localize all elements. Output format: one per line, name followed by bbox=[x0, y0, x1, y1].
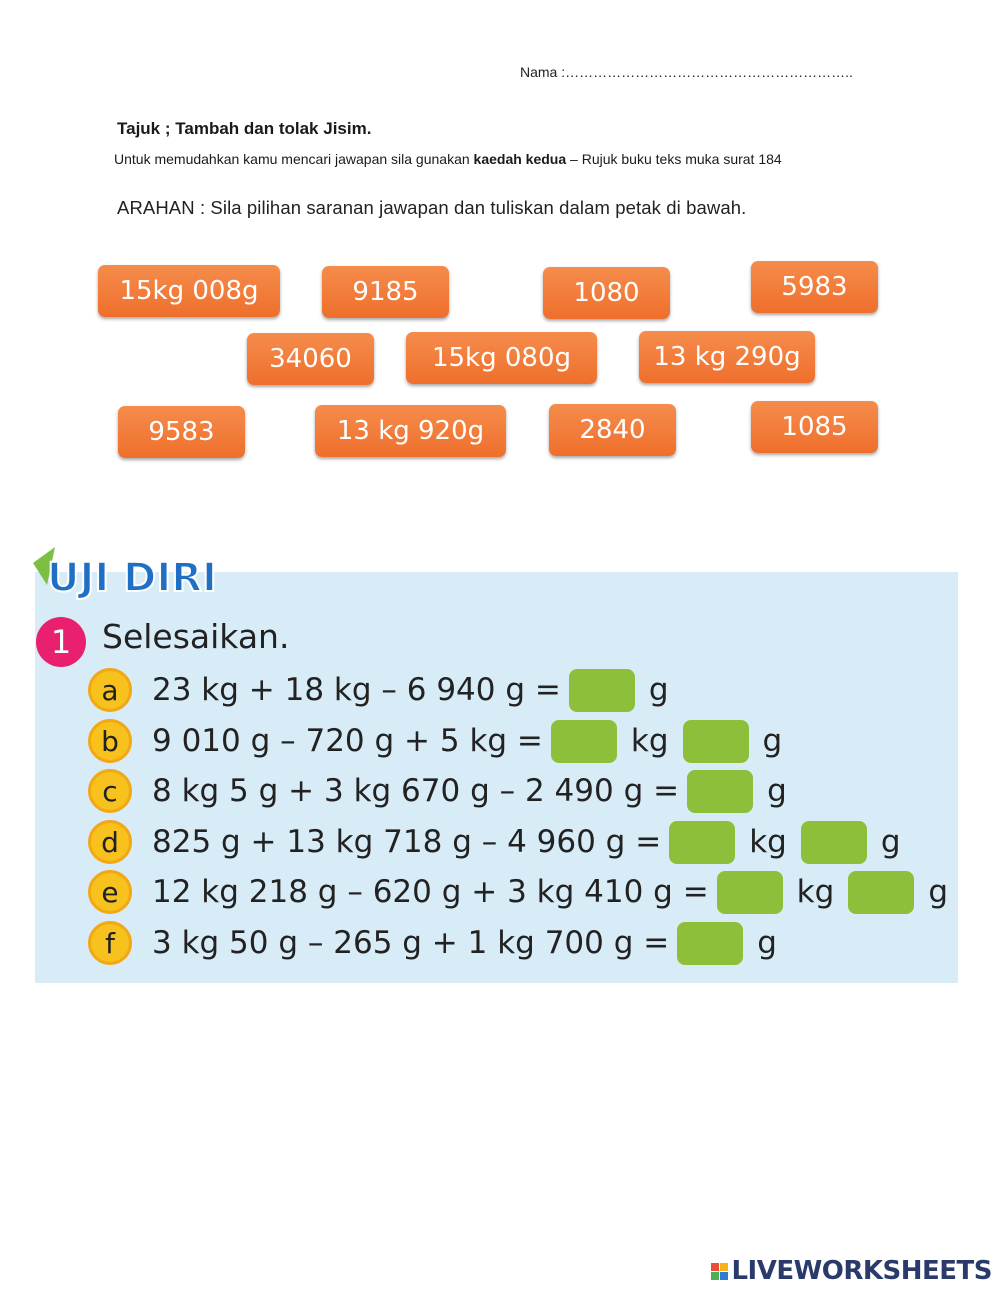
question-row-b bbox=[88, 717, 782, 765]
question-row-a bbox=[88, 666, 669, 714]
question-letter: d bbox=[88, 820, 132, 864]
answer-option-chip[interactable]: 15kg 008g bbox=[98, 265, 280, 317]
page-title: Tajuk ; Tambah dan tolak Jisim. bbox=[117, 119, 372, 138]
question-expression: 3 kg 50 g – 265 g + 1 kg 700 g = bbox=[152, 925, 670, 961]
answer-option-chip[interactable]: 15kg 080g bbox=[406, 332, 597, 384]
answer-option-chip[interactable]: 13 kg 290g bbox=[639, 331, 815, 383]
question-expression: 8 kg 5 g + 3 kg 670 g – 2 490 g = bbox=[152, 773, 680, 809]
logo-text: LIVEWORKSHEETS bbox=[731, 1256, 992, 1286]
question-number-badge: 1 bbox=[36, 617, 86, 667]
answer-option-chip[interactable]: 13 kg 920g bbox=[315, 405, 506, 457]
question-expression: 825 g + 13 kg 718 g – 4 960 g = bbox=[152, 824, 662, 860]
answer-option-chip[interactable]: 1080 bbox=[543, 267, 670, 319]
answer-box[interactable] bbox=[683, 720, 749, 763]
answer-box[interactable] bbox=[801, 821, 867, 864]
question-letter: e bbox=[88, 870, 132, 914]
banner-text: UJI DIRI bbox=[47, 555, 217, 601]
answer-option-chip[interactable]: 9583 bbox=[118, 406, 245, 458]
answer-box[interactable] bbox=[569, 669, 635, 712]
question-letter: a bbox=[88, 668, 132, 712]
question-expression: 9 010 g – 720 g + 5 kg = bbox=[152, 723, 543, 759]
logo-square-icon bbox=[720, 1263, 728, 1271]
question-expression: 12 kg 218 g – 620 g + 3 kg 410 g = bbox=[152, 874, 709, 910]
exercise-heading: Selesaikan. bbox=[102, 617, 290, 656]
hint-prefix: Untuk memudahkan kamu mencari jawapan sila gunakan bbox=[114, 151, 474, 167]
unit-label: g bbox=[762, 723, 783, 759]
unit-label: g bbox=[648, 672, 669, 708]
question-letter: f bbox=[88, 921, 132, 965]
logo-square-icon bbox=[720, 1272, 728, 1280]
answer-option-chip[interactable]: 2840 bbox=[549, 404, 676, 456]
question-row-c bbox=[88, 767, 787, 815]
answer-box[interactable] bbox=[687, 770, 753, 813]
hint-suffix: – Rujuk buku teks muka surat 184 bbox=[566, 151, 782, 167]
unit-label: g bbox=[767, 773, 787, 809]
question-row-e bbox=[88, 868, 948, 916]
answer-option-chip[interactable]: 9185 bbox=[322, 266, 449, 318]
logo-square-icon bbox=[711, 1263, 719, 1271]
answer-option-chip[interactable]: 34060 bbox=[247, 333, 374, 385]
uji-diri-banner bbox=[33, 545, 293, 605]
logo-square-icon bbox=[711, 1272, 719, 1280]
answer-option-chip[interactable]: 5983 bbox=[751, 261, 878, 313]
name-field-label[interactable]: Nama :…………………………………………………….. bbox=[520, 64, 853, 80]
unit-label: kg bbox=[796, 874, 835, 910]
answer-option-chip[interactable]: 1085 bbox=[751, 401, 878, 453]
unit-label: g bbox=[757, 925, 777, 961]
hint-text bbox=[114, 151, 782, 167]
question-row-d bbox=[88, 818, 901, 866]
question-row-f bbox=[88, 919, 777, 967]
unit-label: kg bbox=[749, 824, 787, 860]
liveworksheets-logo[interactable] bbox=[711, 1256, 992, 1286]
instruction-text: ARAHAN : Sila pilihan saranan jawapan dan tuliskan dalam petak di bawah. bbox=[117, 197, 747, 218]
unit-label: g bbox=[928, 874, 948, 910]
answer-box[interactable] bbox=[551, 720, 617, 763]
answer-box[interactable] bbox=[848, 871, 914, 914]
question-letter: c bbox=[88, 769, 132, 813]
answer-box[interactable] bbox=[717, 871, 783, 914]
question-expression: 23 kg + 18 kg – 6 940 g = bbox=[152, 672, 561, 708]
answer-box[interactable] bbox=[677, 922, 743, 965]
answer-box[interactable] bbox=[669, 821, 735, 864]
logo-icon bbox=[711, 1263, 728, 1280]
unit-label: kg bbox=[630, 723, 669, 759]
hint-bold: kaedah kedua bbox=[473, 151, 567, 167]
unit-label: g bbox=[880, 824, 901, 860]
question-letter: b bbox=[88, 719, 132, 763]
